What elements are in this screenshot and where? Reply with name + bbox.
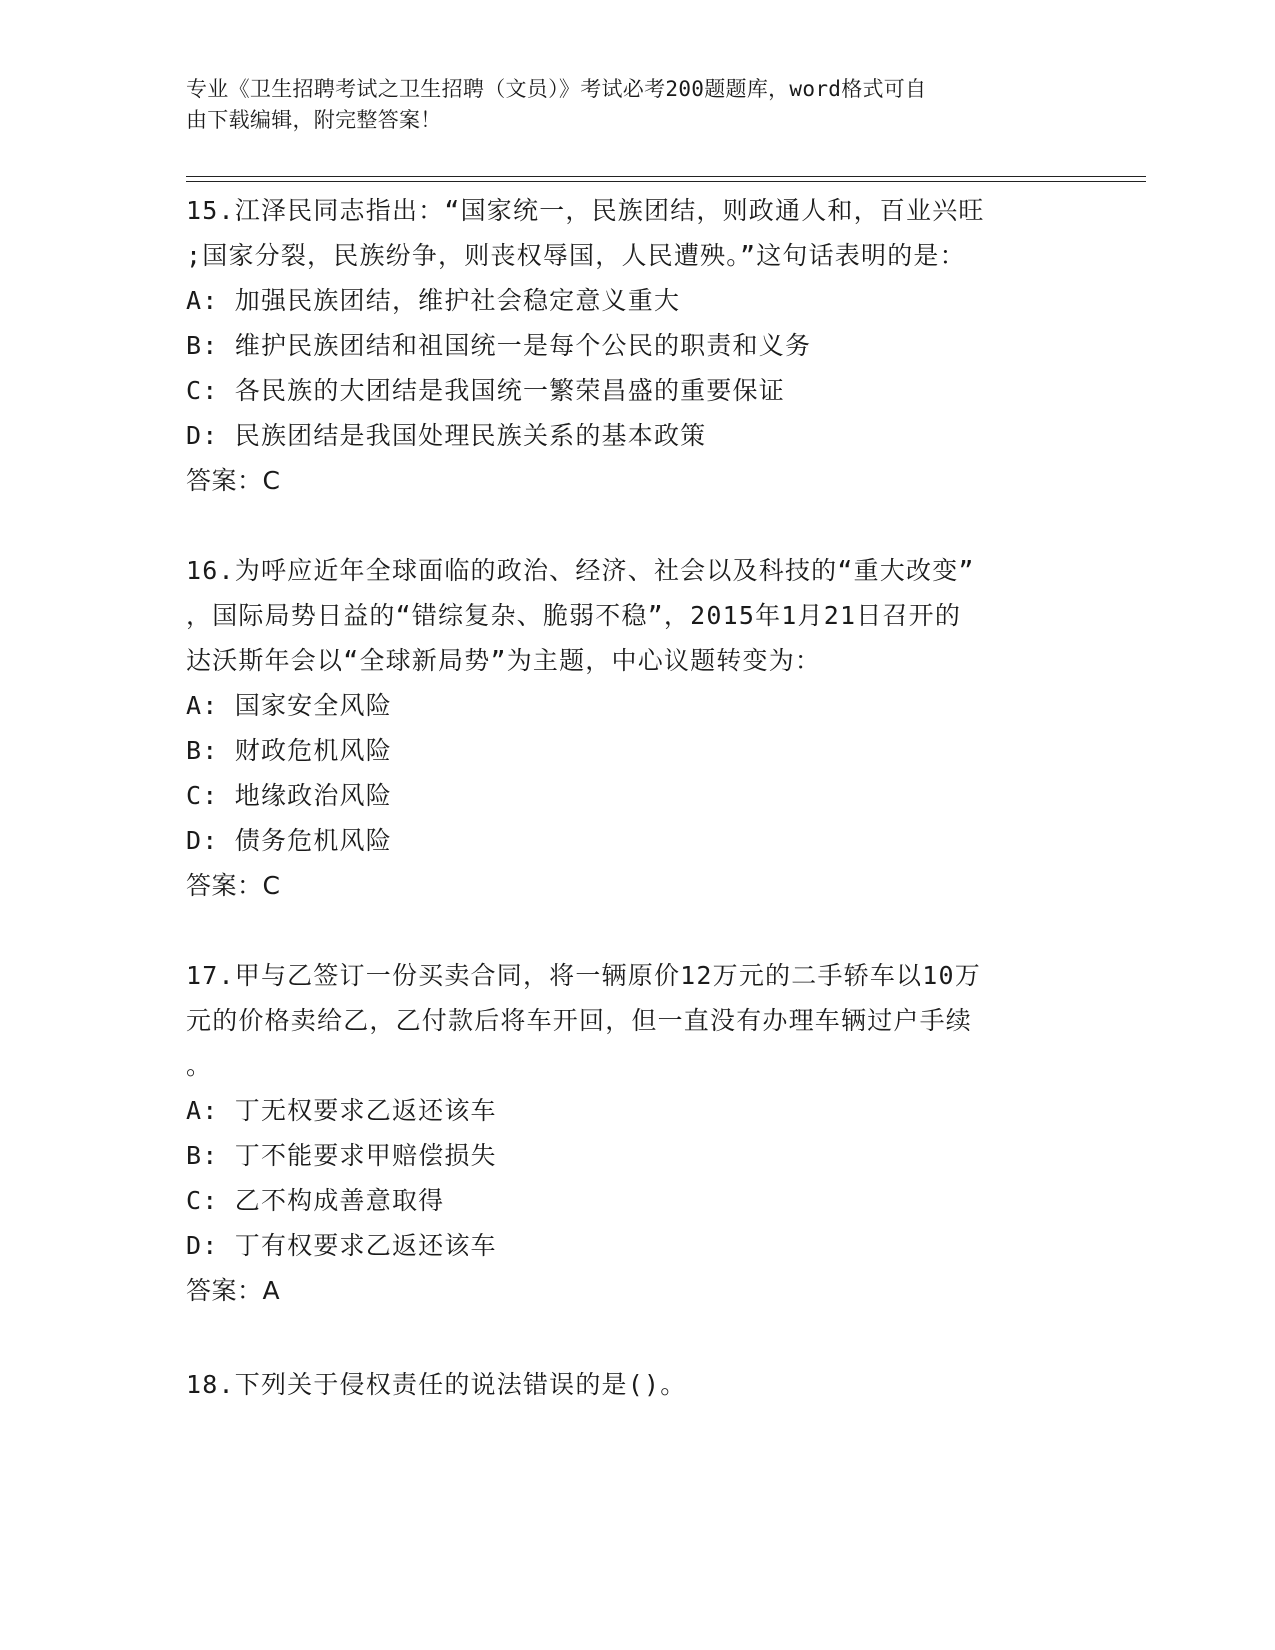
- header-line-1: 专业《卫生招聘考试之卫生招聘（文员）》考试必考200题题库，word格式可自: [186, 77, 927, 101]
- option-d: D: 民族团结是我国处理民族关系的基本政策: [186, 421, 707, 450]
- question-stem-line: 。: [186, 1051, 213, 1080]
- header-divider-top: [186, 176, 1146, 177]
- option-b: B: 财政危机风险: [186, 736, 392, 765]
- option-c: C: 乙不构成善意取得: [186, 1186, 445, 1215]
- document-header: [186, 74, 1066, 136]
- question-stem-line: 17.甲与乙签订一份买卖合同，将一辆原价12万元的二手轿车以10万: [186, 961, 981, 990]
- question-16: [186, 548, 1086, 908]
- header-line-2: 由下载编辑，附完整答案！: [186, 108, 442, 132]
- question-stem-line: 15.江泽民同志指出：“国家统一，民族团结，则政通人和，百业兴旺: [186, 196, 985, 225]
- option-c: C: 各民族的大团结是我国统一繁荣昌盛的重要保证: [186, 376, 785, 405]
- answer-line: 答案：C: [186, 466, 281, 495]
- answer-line: 答案：A: [186, 1276, 281, 1305]
- option-a: A: 国家安全风险: [186, 691, 392, 720]
- question-stem-line: 元的价格卖给乙，乙付款后将车开回，但一直没有办理车辆过户手续: [186, 1006, 973, 1035]
- option-b: B: 丁不能要求甲赔偿损失: [186, 1141, 497, 1170]
- option-a: A: 加强民族团结，维护社会稳定意义重大: [186, 286, 681, 315]
- answer-line: 答案：C: [186, 871, 281, 900]
- option-d: D: 债务危机风险: [186, 826, 392, 855]
- question-17: [186, 953, 1086, 1313]
- option-b: B: 维护民族团结和祖国统一是每个公民的职责和义务: [186, 331, 812, 360]
- question-stem-line: ，国际局势日益的“错综复杂、脆弱不稳”，2015年1月21日召开的: [186, 601, 962, 630]
- header-divider-bottom: [186, 181, 1146, 182]
- option-c: C: 地缘政治风险: [186, 781, 392, 810]
- question-18: [186, 1362, 1086, 1407]
- question-stem-line: 18.下列关于侵权责任的说法错误的是()。: [186, 1370, 687, 1399]
- option-d: D: 丁有权要求乙返还该车: [186, 1231, 497, 1260]
- option-a: A: 丁无权要求乙返还该车: [186, 1096, 497, 1125]
- question-stem-line: ;国家分裂，民族纷争，则丧权辱国，人民遭殃。”这句话表明的是：: [186, 241, 966, 270]
- question-15: [186, 188, 1086, 503]
- question-stem-line: 达沃斯年会以“全球新局势”为主题，中心议题转变为：: [186, 646, 822, 675]
- question-stem-line: 16.为呼应近年全球面临的政治、经济、社会以及科技的“重大改变”: [186, 556, 975, 585]
